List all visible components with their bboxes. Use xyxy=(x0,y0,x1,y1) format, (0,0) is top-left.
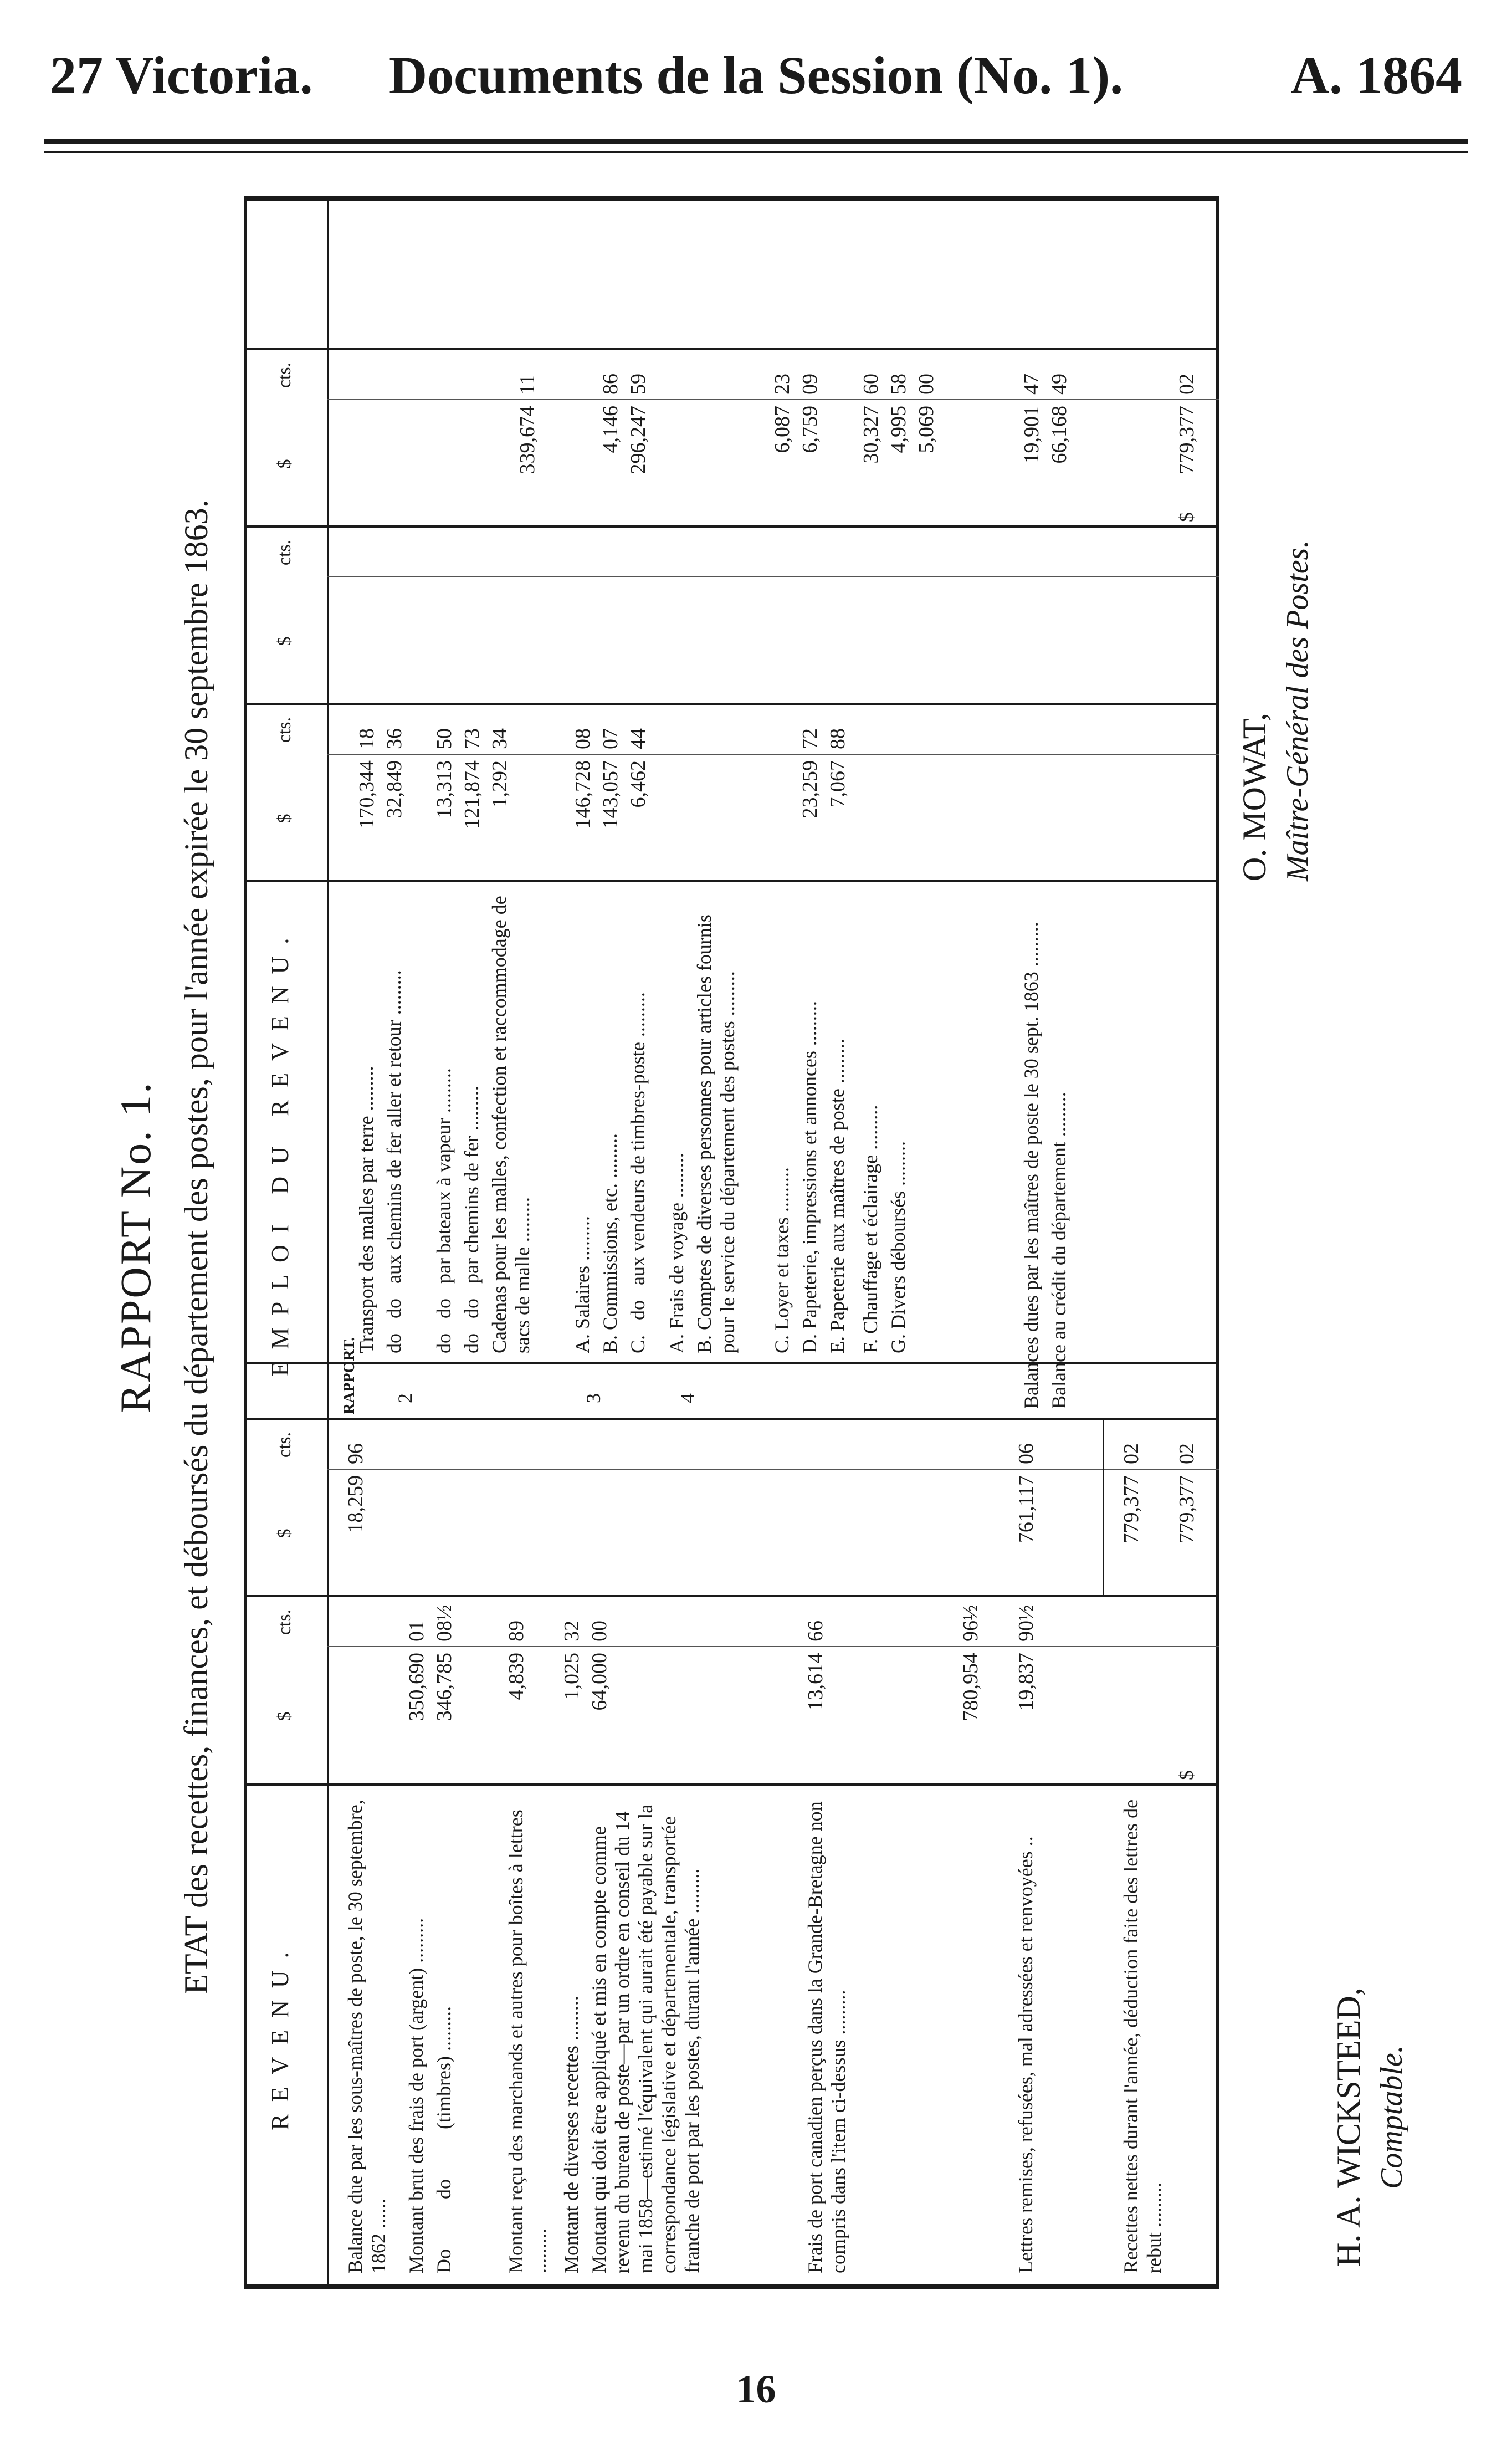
balance-cts: 49 xyxy=(1048,374,1071,395)
emploi-cts: 18 xyxy=(355,728,378,749)
emploi-group-number: 4 xyxy=(676,1393,699,1403)
header-right: A. 1864 xyxy=(1290,45,1462,105)
revenu-inner-amount: 780,954 xyxy=(959,1653,982,1721)
emploi-subtotal: 339,674 xyxy=(516,406,539,474)
emploi-cts: 08 xyxy=(571,728,594,749)
rapport-label: RAPPORT. xyxy=(341,1337,358,1414)
revenu-label: Frais de port canadien perçus dans la Grande-Bretagne non compris dans l'item ci-dessus ......... xyxy=(804,1796,849,2273)
emploi-label: G. Divers déboursés ......... xyxy=(887,1141,909,1353)
table-rule-bottom xyxy=(1216,201,1219,2284)
emploi-amount: 1,292 xyxy=(488,760,511,808)
emploi-cts: 50 xyxy=(433,728,456,749)
header-cts: cts. xyxy=(274,362,295,388)
emploi-right-cts: 58 xyxy=(887,374,910,395)
emploi-label: do do par chemins de fer ......... xyxy=(460,1086,483,1353)
col-line xyxy=(244,1418,1219,1420)
revenu-inner-amount: 19,837 xyxy=(1014,1653,1038,1711)
revenu-label: Montant brut des frais de port (argent) ......... xyxy=(405,1918,427,2273)
report-table xyxy=(244,196,1219,2289)
emploi-group-number: 3 xyxy=(582,1393,604,1403)
emploi-label: B. Comptes de diverses personnes pour articles fournis pour le service du département des postes ......... xyxy=(693,909,739,1353)
header-cts: cts. xyxy=(274,717,295,743)
emploi-label: do do par bateaux à vapeur ......... xyxy=(433,1068,455,1353)
balance-amount: 66,168 xyxy=(1048,406,1071,464)
col-line xyxy=(244,1783,1219,1786)
emploi-amount: 32,849 xyxy=(383,760,406,819)
header-dollar: $ xyxy=(274,459,295,469)
revenu-inner-cts: 01 xyxy=(405,1620,428,1642)
header-left: 27 Victoria. xyxy=(50,45,313,105)
revenu-inner-amount: 64,000 xyxy=(588,1653,611,1711)
revenu-inner-cts: 89 xyxy=(505,1620,528,1642)
revenu-inner-amount: 4,839 xyxy=(505,1653,528,1700)
revenu-outer-cts: 96 xyxy=(344,1443,367,1464)
col-line xyxy=(244,880,1219,882)
emploi-amount: 13,313 xyxy=(433,760,456,819)
header-emploi: EMPLOI DU REVENU. xyxy=(266,926,294,1377)
header-dollar: $ xyxy=(274,636,295,646)
balance-amount: 19,901 xyxy=(1020,406,1043,464)
emploi-amount: 146,728 xyxy=(571,760,594,829)
emploi-cts: 34 xyxy=(488,728,511,749)
revenu-outer-amount: 18,259 xyxy=(344,1475,367,1533)
signature-mowat-name: O. MOWAT, xyxy=(1236,713,1273,881)
emploi-cts: 44 xyxy=(627,728,650,749)
revenu-label: Do do (timbres) ......... xyxy=(433,2006,455,2273)
emploi-right-amount: 6,759 xyxy=(798,406,822,453)
balance-label: Balances dues par les maîtres de poste le 30 sept. 1863 ......... xyxy=(1020,922,1042,1409)
total-line xyxy=(1103,1420,1104,1597)
emploi-label: C. do aux vendeurs de timbres-poste ......... xyxy=(627,992,649,1353)
emploi-amount: 6,462 xyxy=(627,760,650,808)
col-line xyxy=(327,754,1219,755)
emploi-right-amount: 6,087 xyxy=(771,406,794,453)
revenu-label: Montant qui doit être appliqué et mis en compte comme revenu du bureau de poste—par un ordre en conseil du 14 mai 1858—estimé l'équivalent qui aurait été payable sur la correspondance législative et départementale, transportée franche de port par les postes, durant l'année ......... xyxy=(588,1799,703,2273)
revenu-outer-amount: 761,117 xyxy=(1014,1475,1038,1543)
balance-cts: 47 xyxy=(1020,374,1043,395)
table-rule-head xyxy=(327,201,329,2284)
emploi-cts: 36 xyxy=(383,728,406,749)
table-rule-top xyxy=(244,201,247,2284)
emploi-right-cts: 00 xyxy=(915,374,938,395)
emploi-right-cts: 23 xyxy=(771,374,794,395)
emploi-cts: 88 xyxy=(826,728,849,749)
revenu-label: Montant reçu des marchands et autres pour boîtes à lettres ......... xyxy=(505,1804,550,2273)
emploi-amount: 23,259 xyxy=(798,760,822,819)
revenu-inner-amount: 13,614 xyxy=(804,1653,827,1711)
col-line xyxy=(327,1469,1219,1470)
rotated-report xyxy=(111,194,1463,2300)
emploi-label: Cadenas pour les malles, confection et raccommodage de sacs de malle ......... xyxy=(488,891,534,1353)
col-line xyxy=(244,703,1219,705)
revenu-label: Balance due par les sous-maîtres de poste, le 30 septembre, 1862 ...... xyxy=(344,1795,389,2273)
col-line xyxy=(327,399,1219,400)
emploi-amount: 143,057 xyxy=(599,760,622,829)
col-line xyxy=(327,1646,1219,1647)
emploi-total-amount: 779,377 xyxy=(1175,406,1198,474)
revenu-inner-cts: 66 xyxy=(804,1620,827,1642)
col-line xyxy=(244,525,1219,528)
emploi-label: do do aux chemins de fer aller et retour ......... xyxy=(383,970,405,1353)
revenu-outer-cts: 02 xyxy=(1120,1443,1143,1464)
emploi-label: B. Commissions, etc. ......... xyxy=(599,1133,621,1353)
revenu-total-amount: 779,377 xyxy=(1175,1475,1198,1544)
emploi-amount: 170,344 xyxy=(355,760,378,829)
emploi-label: F. Chauffage et éclairage ......... xyxy=(859,1105,881,1353)
signature-wicksteed-title: Comptable. xyxy=(1375,2045,1409,2189)
revenu-inner-amount: 1,025 xyxy=(560,1653,583,1700)
header-revenu: REVENU. xyxy=(266,1940,294,2130)
emploi-amount: 7,067 xyxy=(826,760,849,808)
report-subtitle: ETAT des recettes, finances, et déboursés du département des postes, pour l'année expirée le 30 septembre 1863. xyxy=(178,499,214,1995)
revenu-inner-amount: 350,690 xyxy=(405,1653,428,1721)
emploi-right-amount: 5,069 xyxy=(915,406,938,453)
revenu-inner-amount: 346,785 xyxy=(433,1653,456,1721)
emploi-label: D. Papeterie, impressions et annonces ......... xyxy=(798,1001,821,1353)
report-title: RAPPORT No. 1. xyxy=(111,1081,160,1413)
revenu-inner-cts: 32 xyxy=(560,1620,583,1642)
revenu-inner-cts: 90½ xyxy=(1014,1604,1038,1642)
emploi-cts: 07 xyxy=(599,728,622,749)
emploi-subtotal-cts: 11 xyxy=(516,374,539,395)
emploi-right-amount: 30,327 xyxy=(859,406,883,464)
header-center: Documents de la Session (No. 1). xyxy=(388,45,1124,105)
revenu-total-prefix: $ xyxy=(1175,1770,1197,1780)
revenu-outer-cts: 06 xyxy=(1014,1443,1038,1464)
emploi-total-prefix: $ xyxy=(1175,512,1197,522)
header-cts: cts. xyxy=(274,1609,295,1635)
col-line xyxy=(244,1362,1219,1364)
emploi-label: A. Frais de voyage ......... xyxy=(665,1153,688,1353)
col-line xyxy=(244,348,1219,350)
emploi-label: A. Salaires ......... xyxy=(571,1216,593,1353)
emploi-amount: 121,874 xyxy=(460,760,484,829)
header-dollar: $ xyxy=(274,1528,295,1538)
emploi-group-number: 2 xyxy=(394,1393,416,1403)
emploi-label: C. Loyer et taxes ......... xyxy=(771,1167,793,1353)
revenu-label: Montant de diverses recettes ......... xyxy=(560,1996,582,2273)
header-rule-thick xyxy=(44,139,1468,144)
header-rule-thin xyxy=(44,151,1468,153)
revenu-inner-cts: 96½ xyxy=(959,1604,982,1642)
header-dollar: $ xyxy=(274,1711,295,1721)
emploi-subtotal: 296,247 xyxy=(627,406,650,474)
revenu-outer-amount: 779,377 xyxy=(1120,1475,1143,1544)
revenu-inner-cts: 00 xyxy=(588,1620,611,1642)
revenu-label: Lettres remises, refusées, mal adressées et renvoyées .. xyxy=(1014,1836,1037,2273)
emploi-right-cts: 86 xyxy=(599,374,622,395)
page-header xyxy=(0,0,1512,127)
signature-wicksteed-name: H. A. WICKSTEED, xyxy=(1330,1987,1367,2267)
signature-mowat-title: Maître-Général des Postes. xyxy=(1280,540,1315,881)
header-cts: cts. xyxy=(274,539,295,566)
balance-label: Balance au crédit du département ......... xyxy=(1048,1092,1070,1409)
col-line xyxy=(327,576,1219,577)
header-cts: cts. xyxy=(274,1432,295,1458)
emploi-label: E. Papeterie aux maîtres de poste ......... xyxy=(826,1039,848,1353)
revenu-total-cts: 02 xyxy=(1175,1443,1198,1464)
emploi-right-cts: 60 xyxy=(859,374,883,395)
emploi-cts: 73 xyxy=(460,728,484,749)
emploi-right-cts: 09 xyxy=(798,374,822,395)
header-dollar: $ xyxy=(274,814,295,824)
emploi-right-amount: 4,995 xyxy=(887,406,910,453)
emploi-right-amount: 4,146 xyxy=(599,406,622,453)
page-number: 16 xyxy=(736,2367,776,2411)
emploi-total-cts: 02 xyxy=(1175,374,1198,395)
revenu-label: Recettes nettes durant l'année, déduction faite des lettres de rebut ......... xyxy=(1120,1794,1165,2273)
emploi-label: Transport des malles par terre ......... xyxy=(355,1066,377,1353)
emploi-cts: 72 xyxy=(798,728,822,749)
revenu-inner-cts: 08½ xyxy=(433,1604,456,1642)
col-line xyxy=(244,1595,1219,1597)
emploi-subtotal-cts: 59 xyxy=(627,374,650,395)
